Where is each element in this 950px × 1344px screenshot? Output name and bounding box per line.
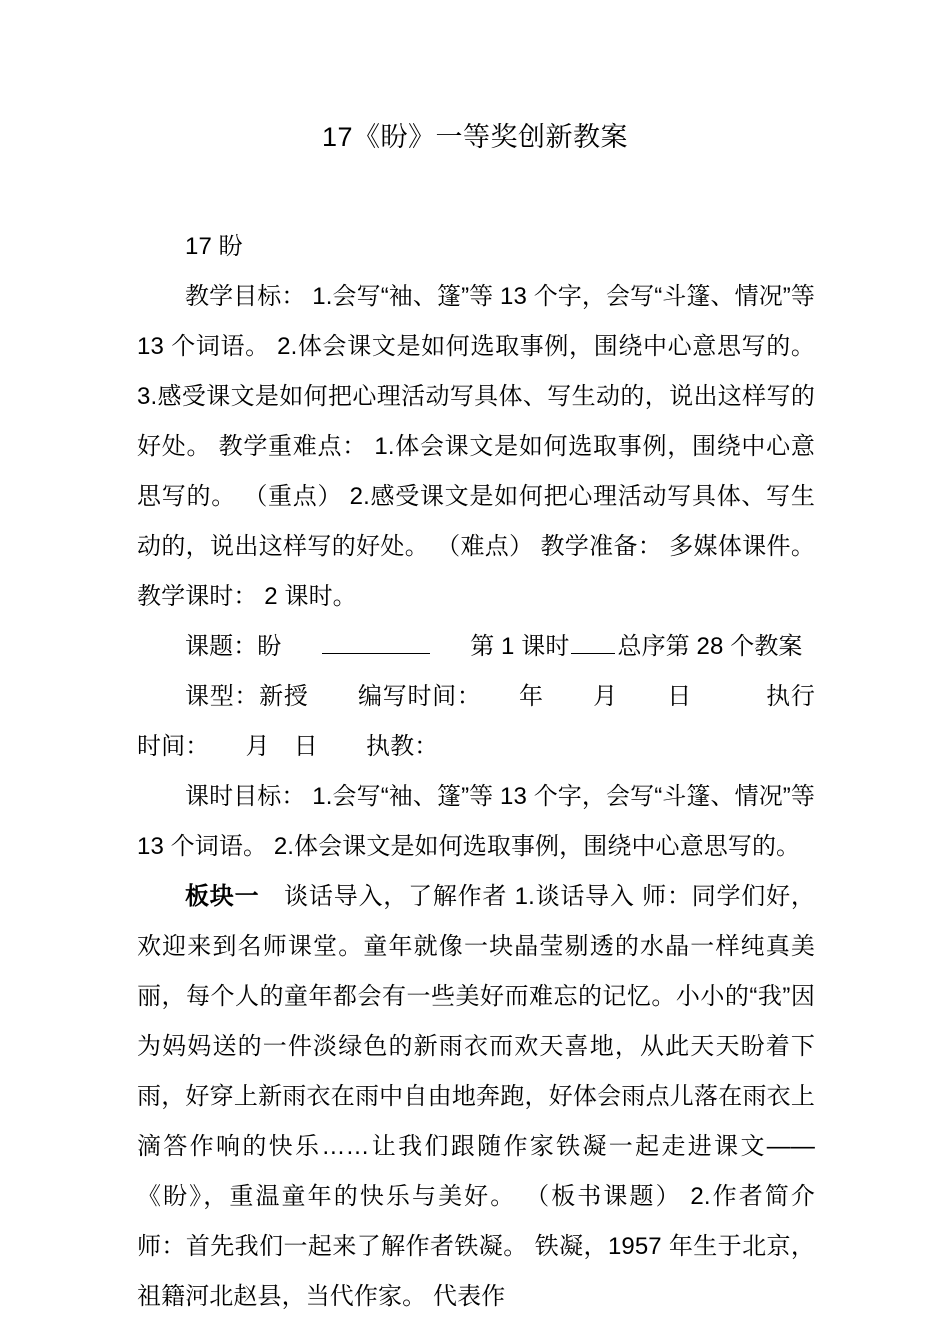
paragraph-block-one — [137, 872, 822, 1322]
block-one-label: 板块一 — [185, 883, 260, 910]
paragraph-lesson-type: 课型：新授 编写时间： 年 月 日 执行时间： 月 日 执教： — [137, 683, 815, 760]
paragraph-lesson-topic — [137, 622, 815, 672]
lesson-topic-suffix: 总序第 28 个教案 — [617, 633, 803, 660]
lesson-topic-prefix: 课题：盼 — [185, 633, 282, 660]
lesson-topic-blank-1 — [322, 628, 430, 654]
lesson-topic-blank-2 — [571, 628, 615, 654]
document-body — [137, 222, 822, 1322]
page-title: 17《盼》一等奖创新教案 — [321, 122, 629, 152]
block-one-text: 谈话导入，了解作者 1.谈话导入 师：同学们好，欢迎来到名师课堂。童年就像一块晶莹剔透的水晶一样纯真美丽，每个人的童年都会有一些美好而难忘的记忆。小小的“我”因为妈妈送的一件淡绿色的新雨衣而欢天喜地，从此天天盼着下雨，好穿上新雨衣在雨中自由地奔跑，好体会雨点儿落在雨衣上滴答作响的快乐……让我们跟随作家铁凝一起走进课文——《盼》，重温童年的快乐与美好。 （板书课题） 2.作者简介 师：首先我们一起来了解作者铁凝。 铁凝，1957 年生于北京，祖籍河北赵县，当代作家。 代表作 — [137, 883, 822, 1310]
paragraph-teaching-objectives: 教学目标： 1.会写“袖、篷”等 13 个字，会写“斗篷、情况”等 13 个词语。 2.体会课文是如何选取事例，围绕中心意思写的。 3.感受课文是如何把心理活动写具体、写生动的，说出这样写的好处。 教学重难点： 1.体会课文是如何选取事例，围绕中心意思写的。 （重点） 2.感受课文是如何把心理活动写具体、写生动的，说出这样写的好处。 （难点） 教学准备： 多媒体课件。 教学课时： 2 课时。 — [137, 283, 822, 610]
lesson-topic-middle: 第 1 课时 — [470, 633, 570, 660]
section-heading: 17 盼 — [185, 233, 243, 260]
paragraph-period-objectives: 课时目标： 1.会写“袖、篷”等 13 个字，会写“斗篷、情况”等 13 个词语。 2.体会课文是如何选取事例，围绕中心意思写的。 — [137, 783, 822, 860]
